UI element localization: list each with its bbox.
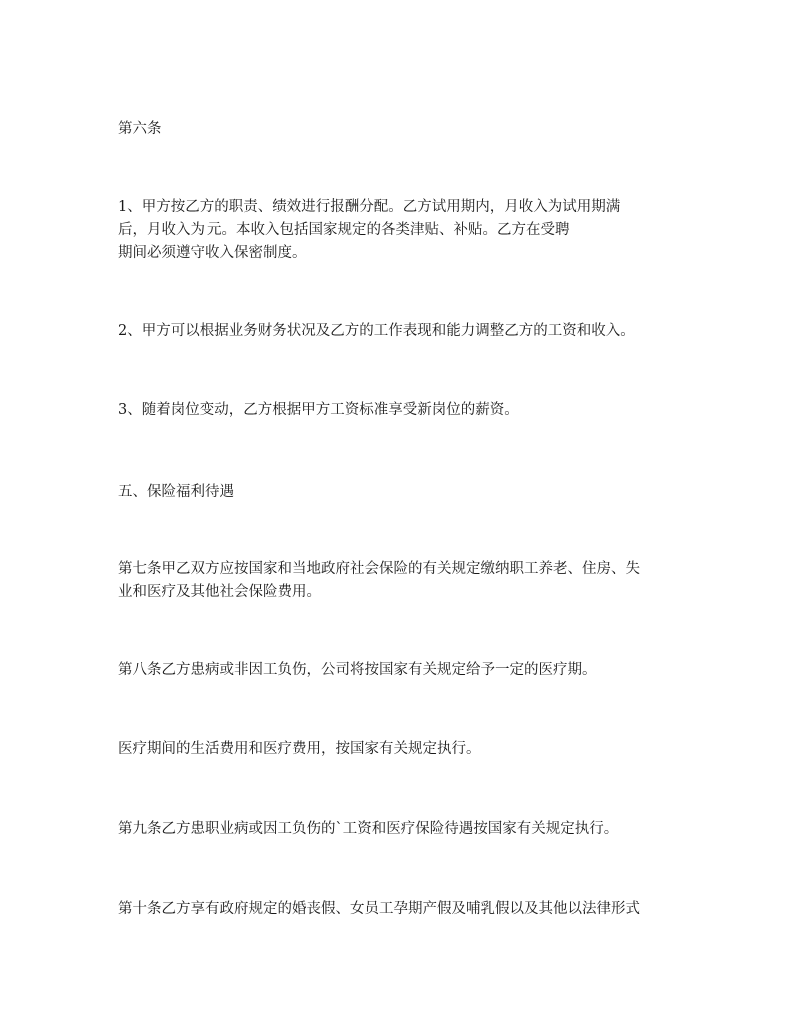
- medical-period-text: 医疗期间的生活费用和医疗费用，按国家有关规定执行。: [118, 741, 481, 757]
- clause-1-line-2-end: 元。本收入包括国家规定的各类津贴、补贴。乙方在受聘: [207, 222, 570, 238]
- clause-2-text: 2、甲方可以根据业务财务状况及乙方的工作表现和能力调整乙方的工资和收入。: [118, 323, 635, 339]
- section-5-heading: [118, 481, 684, 504]
- clause-2-paragraph: [118, 320, 684, 343]
- clause-3-text: 3、随着岗位变动，乙方根据甲方工资标准享受新岗位的薪资。: [118, 402, 519, 418]
- article-10-text: 第十条乙方享有政府规定的婚丧假、女员工孕期产假及哺乳假以及其他以法律形式: [118, 901, 640, 917]
- article-10-paragraph: [118, 898, 684, 921]
- article-6-heading: [118, 118, 684, 141]
- article-8-text: 第八条乙方患病或非因工负伤，公司将按国家有关规定给予一定的医疗期。: [118, 662, 597, 678]
- article-7-line-1: 第七条甲乙双方应按国家和当地政府社会保险的有关规定缴纳职工养老、住房、失: [118, 561, 640, 577]
- article-8-paragraph: [118, 659, 684, 682]
- clause-1-line-1: 1、甲方按乙方的职责、绩效进行报酬分配。乙方试用期内，月收入为试用期满: [118, 199, 621, 215]
- clause-3-paragraph: [118, 399, 684, 422]
- article-7-line-2: 业和医疗及其他社会保险费用。: [118, 584, 321, 600]
- clause-1-line-2: [118, 219, 684, 242]
- clause-1-paragraph: [118, 196, 684, 265]
- clause-1-line-3: 期间必须遵守收入保密制度。: [118, 245, 307, 261]
- article-9-text: 第九条乙方患职业病或因工负伤的`工资和医疗保险待遇按国家有关规定执行。: [118, 821, 619, 837]
- article-7-paragraph: [118, 558, 684, 604]
- clause-1-line-2-start: 后，月收入为: [118, 222, 205, 238]
- article-6-heading-text: 第六条: [118, 121, 162, 137]
- article-9-paragraph: [118, 818, 684, 841]
- medical-period-paragraph: [118, 738, 684, 761]
- section-5-heading-text: 五、保险福利待遇: [118, 484, 234, 500]
